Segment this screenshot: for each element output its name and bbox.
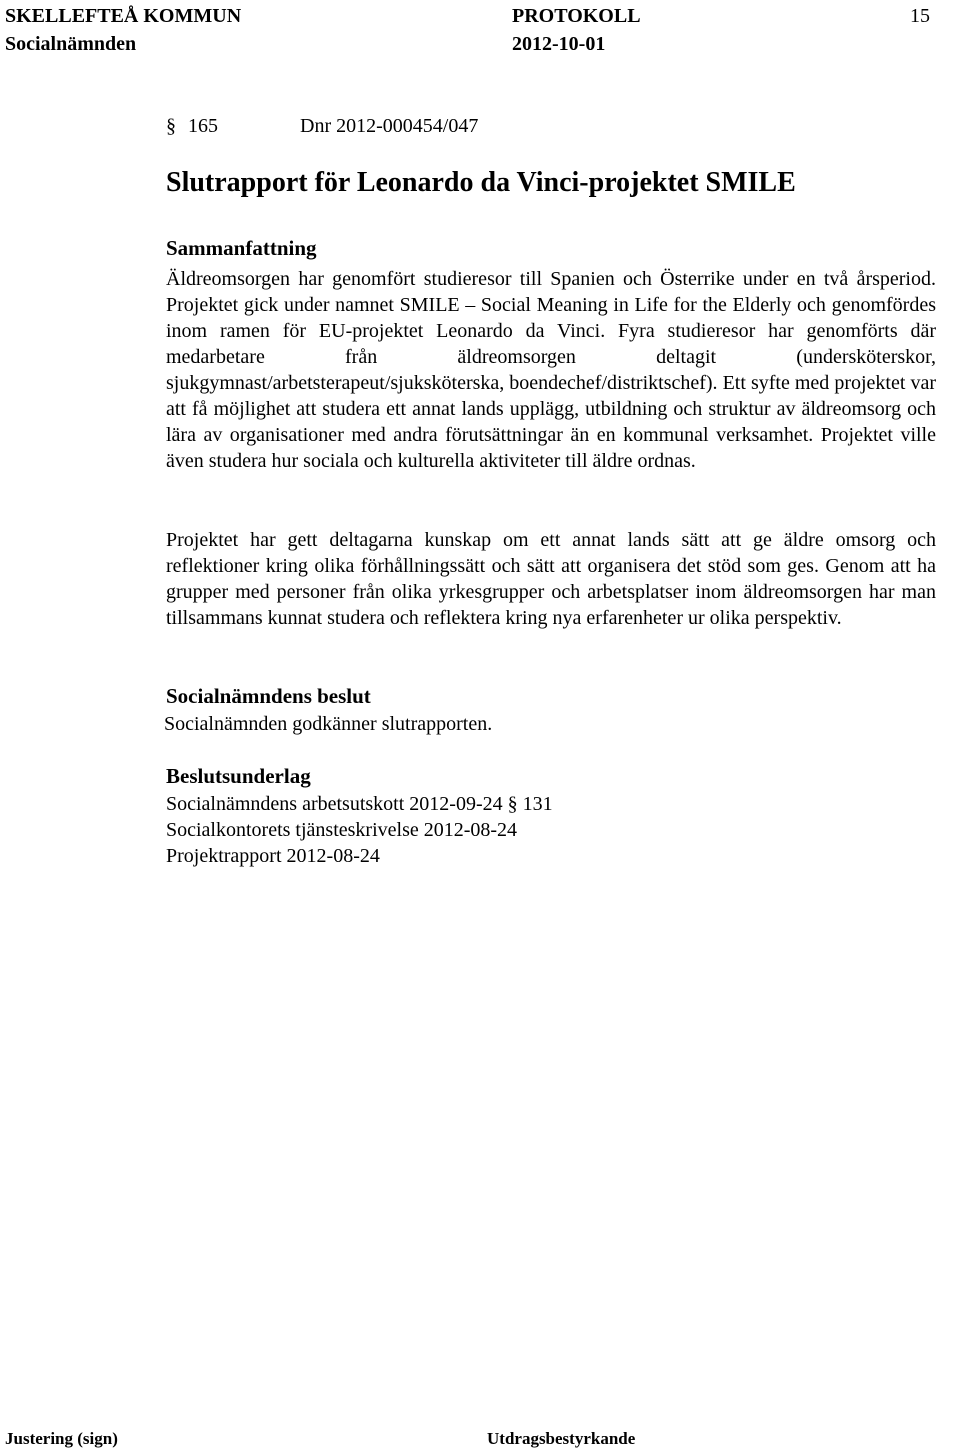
paragraph-reference (166, 114, 936, 138)
decision-heading: Socialnämndens beslut (166, 684, 371, 708)
basis-item: Socialnämndens arbetsutskott 2012-09-24 § 131 (166, 793, 553, 815)
summary-paragraph-1: Äldreomsorgen har genomfört studieresor till Spanien och Österrike under en två årsperiod. Projektet gick under namnet SMILE – Social Meaning in Life for the Elderly och genomfördes inom ramen för EU-projektet Leonardo da Vinci. Fyra studieresor har genomförts där medarbetare från äldreomsorgen deltagit (undersköterskor, sjukgymnast/arbetsterapeut/sjuksköterska, boendechef/distriktschef). Ett syfte med projektet var att få möjlighet att studera ett annat lands upplägg, utbildning och struktur av äldreomsorg och lära av organisationer med andra förutsättningar än en kommunal verksamhet. Projektet ville även studera hur sociala och kulturella aktiviteter till äldre ordnas. (166, 268, 936, 472)
committee-name: Socialnämnden (5, 33, 137, 55)
document-title: Slutrapport för Leonardo da Vinci-projektet SMILE (166, 167, 796, 198)
paragraph-number: 165 (188, 115, 218, 137)
decision-text: Socialnämnden godkänner slutrapporten. (164, 713, 493, 735)
document-type: PROTOKOLL (512, 5, 641, 27)
page-number: 15 (910, 5, 930, 27)
basis-list (166, 791, 936, 869)
basis-heading: Beslutsunderlag (166, 764, 311, 788)
footer-certification-label: Utdragsbestyrkande (487, 1429, 636, 1448)
summary-heading: Sammanfattning (166, 236, 317, 260)
footer-signature-label: Justering (sign) (5, 1429, 118, 1448)
meeting-date: 2012-10-01 (512, 33, 606, 55)
organization-name: SKELLEFTEÅ KOMMUN (5, 5, 242, 27)
summary-paragraph-2: Projektet har gett deltagarna kunskap om ett annat lands sätt att ge äldre omsorg och reflektioner kring olika förhållningssätt och sätt att organisera det stöd som ges. Genom att ha grupper med personer från olika yrkesgrupper och arbetsplatser inom äldreomsorgen har man tillsammans kunnat studera och reflektera kring nya erfarenheter ur olika perspektiv. (166, 529, 936, 629)
diary-number: Dnr 2012-000454/047 (300, 115, 479, 137)
paragraph-symbol: § (166, 115, 176, 137)
basis-item: Projektrapport 2012-08-24 (166, 845, 380, 867)
basis-item: Socialkontorets tjänsteskrivelse 2012-08-24 (166, 819, 518, 841)
